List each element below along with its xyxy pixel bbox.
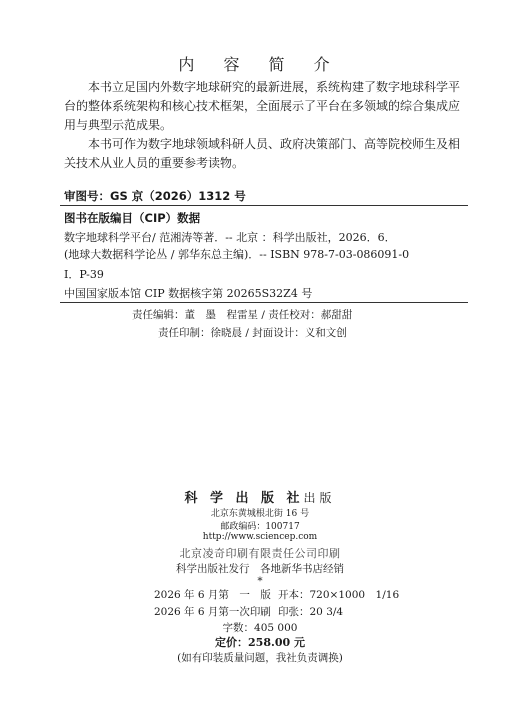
publisher-postcode: 邮政编码：100717 (220, 522, 300, 532)
cip-line-1: 数字地球科学平台/ 范湘涛等著．-- 北京 ：科学出版社，2026．6． (64, 231, 396, 244)
word-count: 字数：405 000 (222, 622, 298, 634)
separator-star: * (257, 575, 263, 587)
cip-line-2: (地球大数据科学论丛 / 郭华东总主编)．-- ISBN 978-7-03-086091-0 (64, 248, 410, 261)
divider-bottom (60, 302, 468, 303)
printer-line: 北京凌奇印刷有限责任公司印刷 (179, 547, 341, 560)
publisher-name (0, 487, 520, 506)
publisher-address: 北京东黄城根北街 16 号 (210, 509, 310, 519)
spec-row-printing (154, 604, 343, 619)
credits-editors: 责任编辑：董 墨 程雷星 / 责任校对：郝甜甜 (132, 309, 353, 321)
format: 开本：720×1000 1/16 (278, 589, 400, 601)
spec-row-edition (154, 587, 399, 602)
intro-paragraph-1: 本书立足国内外数字地球研究的最新进展，系统构建了数字地球科学平台的整体系统架构和核心技术框架，全面展示了平台在多领域的综合集成应用与典型示范成果。 (64, 80, 461, 132)
cip-classification: Ⅰ．P-39 (64, 268, 104, 281)
intro-paragraph-2: 本书可作为数字地球领域科研人员、政府决策部门、高等院校师生及相关技术从业人员的重要参考读物。 (64, 137, 461, 170)
credits-production: 责任印制：徐晓晨 / 封面设计：义和文创 (158, 327, 347, 339)
cip-heading: 图书在版编目（CIP）数据 (64, 211, 201, 225)
page-title: 内 容 简 介 (178, 55, 342, 74)
map-review-number: 审图号：GS 京（2026）1312 号 (64, 189, 246, 203)
price: 定价：258.00 元 (215, 636, 305, 649)
cip-verification: 中国国家版本馆 CIP 数据核字第 20265S32Z4 号 (64, 287, 313, 300)
distribution-line: 科学出版社发行 各地新华书店经销 (176, 563, 344, 575)
divider-top (60, 205, 468, 206)
sheets: 印张：20 3/4 (278, 606, 344, 618)
quality-notice: (如有印装质量问题，我社负责调换) (177, 652, 343, 664)
printing: 2026 年 6 月第一次印刷 (154, 606, 271, 618)
introduction (64, 78, 464, 173)
publisher-website: http://www.sciencep.com (202, 532, 318, 542)
publisher-suffix: 出版 (303, 491, 336, 505)
publisher-name-text: 科 学 出 版 社 (184, 491, 304, 506)
edition: 2026 年 6 月第 一 版 (154, 589, 271, 601)
